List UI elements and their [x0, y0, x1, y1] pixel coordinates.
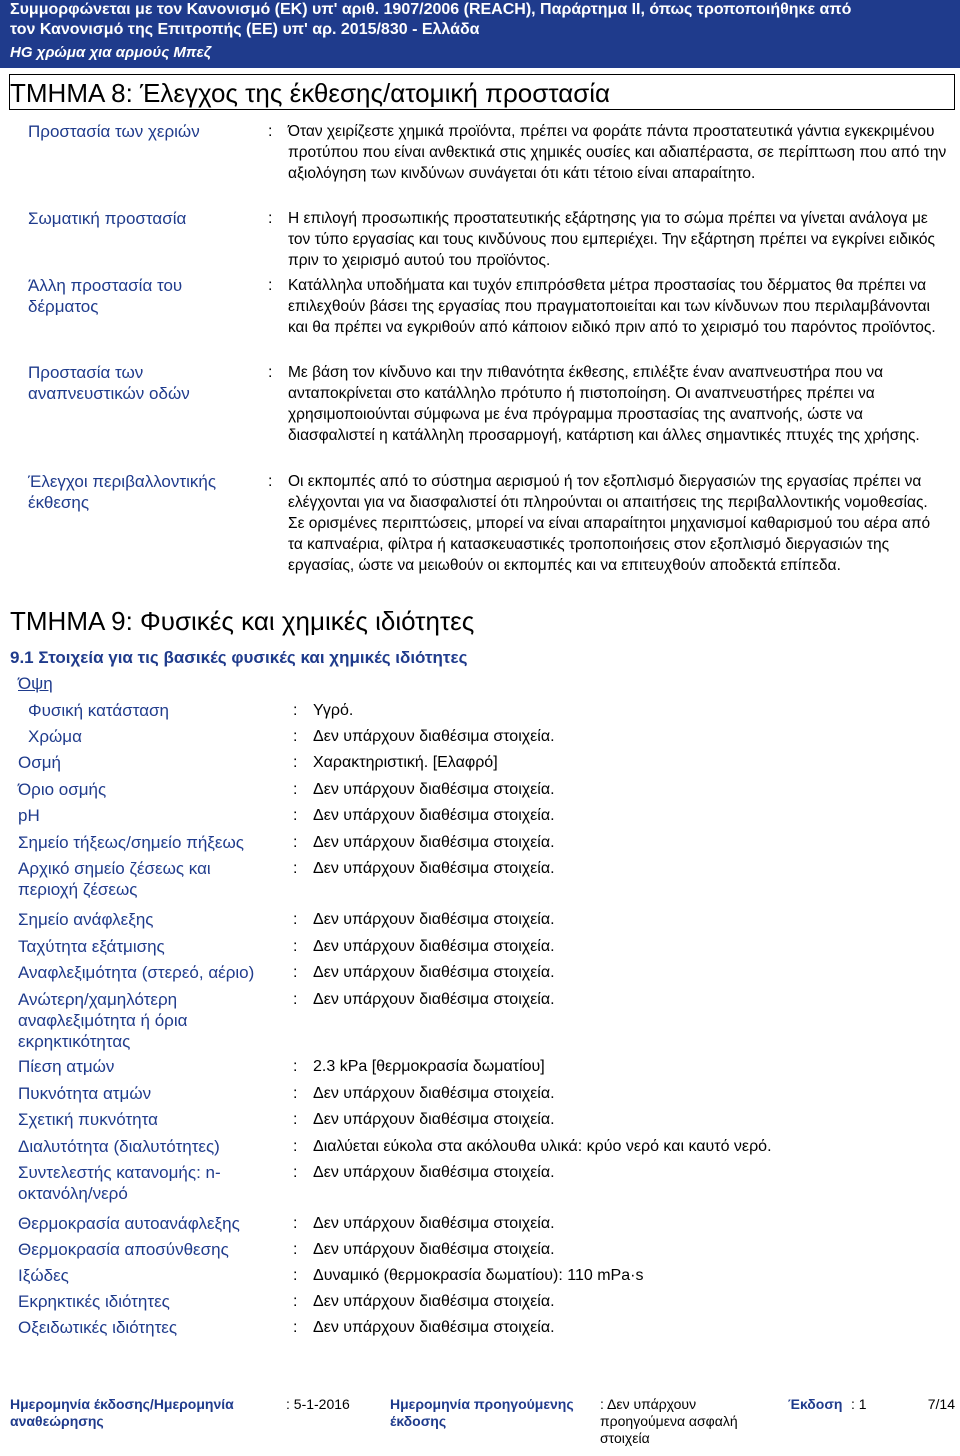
- property-value: Δεν υπάρχουν διαθέσιμα στοιχεία.: [313, 1319, 555, 1336]
- colon: :: [293, 911, 298, 928]
- version-value: : 1: [851, 1396, 867, 1412]
- product-name: HG χρώμα χια αρμούς Μπεζ: [10, 44, 212, 61]
- issue-date-value: : 5-1-2016: [286, 1396, 350, 1412]
- colon: :: [293, 1111, 298, 1128]
- property-label: Ιξώδες: [18, 1266, 69, 1285]
- property-label: Πίεση ατμών: [18, 1057, 115, 1076]
- page-number: 7/14: [927, 1396, 955, 1412]
- regulation-line-1: Συμμορφώνεται με τον Κανονισμό (ΕΚ) υπ' αριθ. 1907/2006 (REACH), Παράρτημα II, όπως τροποποιήθηκε από: [10, 1, 852, 18]
- property-label: Διαλυτότητα (διαλυτότητες): [18, 1137, 220, 1156]
- colon: :: [293, 1319, 298, 1336]
- property-label: Εκρηκτικές ιδιότητες: [18, 1292, 170, 1311]
- previous-issue-label: Ημερομηνία προηγούμενης έκδοσης: [390, 1396, 574, 1429]
- property-value: Υγρό.: [313, 702, 354, 719]
- colon: :: [293, 1164, 298, 1181]
- field-label: Προστασία των χεριών: [28, 122, 200, 141]
- property-value: Δεν υπάρχουν διαθέσιμα στοιχεία.: [313, 1241, 555, 1258]
- property-value: Δεν υπάρχουν διαθέσιμα στοιχεία.: [313, 911, 555, 928]
- field-value: Όταν χειρίζεστε χημικά προϊόντα, πρέπει να φοράτε πάντα προστατευτικά γάντια εγκεκριμένου προτύπου που είναι ανθεκτικά στις χημικές ουσίες και αδιαπέραστα, σε περίπτωση που από την αξιολόγηση των κινδύνων συνάγεται ότι κάτι τέτοιο είναι απαραίτητο.: [288, 123, 947, 182]
- property-label: Θερμοκρασία αποσύνθεσης: [18, 1240, 229, 1259]
- property-value: Δεν υπάρχουν διαθέσιμα στοιχεία.: [313, 728, 555, 745]
- colon: :: [268, 277, 273, 294]
- colon: :: [293, 860, 298, 877]
- colon: :: [293, 1215, 298, 1232]
- property-value: Διαλύεται εύκολα στα ακόλουθα υλικά: κρύο νερό και καυτό νερό.: [313, 1138, 772, 1155]
- property-value: Δεν υπάρχουν διαθέσιμα στοιχεία.: [313, 991, 555, 1008]
- colon: :: [293, 754, 298, 771]
- colon: :: [293, 1085, 298, 1102]
- property-value: Δεν υπάρχουν διαθέσιμα στοιχεία.: [313, 1293, 555, 1310]
- property-value: Δεν υπάρχουν διαθέσιμα στοιχεία.: [313, 834, 555, 851]
- property-label: Συντελεστής κατανομής: n-οκτανόλη/νερό: [18, 1163, 221, 1203]
- property-value: Δεν υπάρχουν διαθέσιμα στοιχεία.: [313, 938, 555, 955]
- colon: :: [293, 702, 298, 719]
- property-label: Αναφλεξιμότητα (στερεό, αέριο): [18, 963, 255, 982]
- property-label: Σημείο ανάφλεξης: [18, 910, 154, 929]
- field-value: Η επιλογή προσωπικής προστατευτικής εξάρτησης για το σώμα πρέπει να γίνεται ανάλογα με τον τύπο εργασίας και τους κινδύνους που εμπεριέχει. Την εξάρτηση πρέπει να εγκρίνει ειδικός πριν το χειρισμό αυτού του προϊόντος.: [288, 210, 935, 269]
- colon: :: [268, 123, 273, 140]
- property-label: Πυκνότητα ατμών: [18, 1084, 152, 1103]
- property-value: Χαρακτηριστική. [Ελαφρό]: [313, 754, 498, 771]
- property-label: Χρώμα: [28, 727, 82, 746]
- field-label: Άλλη προστασία του δέρματος: [28, 276, 183, 316]
- field-value: Με βάση τον κίνδυνο και την πιθανότητα έκθεσης, επιλέξτε έναν αναπνευστήρα που να ανταποκρίνεται στο κατάλληλο πρότυπο ή πιστοποίηση. Οι αναπνευστήρες πρέπει να χρησιμοποιούνται σύμφωνα με ένα πρόγραμμα προστασίας της αναπνοής, ώστε να διασφαλιστεί η κατάλληλη προσαρμογή, κατάρτιση και άλλες σημαντικές πτυχές της χρήσης.: [288, 364, 920, 444]
- property-label: Οξειδωτικές ιδιότητες: [18, 1318, 178, 1337]
- colon: :: [293, 964, 298, 981]
- property-value: Δυναμικό (θερμοκρασία δωματίου): 110 mPa·s: [313, 1267, 644, 1284]
- colon: :: [293, 807, 298, 824]
- property-label: Θερμοκρασία αυτοανάφλεξης: [18, 1214, 240, 1233]
- colon: :: [293, 938, 298, 955]
- property-label: Σχετική πυκνότητα: [18, 1110, 158, 1129]
- colon: :: [293, 1138, 298, 1155]
- section-9-title: ΤΜΗΜΑ 9: Φυσικές και χημικές ιδιότητες: [10, 606, 475, 636]
- property-value: Δεν υπάρχουν διαθέσιμα στοιχεία.: [313, 807, 555, 824]
- property-label: pH: [18, 806, 40, 825]
- colon: :: [293, 991, 298, 1008]
- property-label: Οσμή: [18, 753, 61, 772]
- colon: :: [293, 781, 298, 798]
- colon: :: [293, 1241, 298, 1258]
- previous-issue-value: : Δεν υπάρχουν προηγούμενα ασφαλή στοιχεία: [600, 1396, 738, 1446]
- document-footer: [0, 1396, 960, 1456]
- colon: :: [293, 1267, 298, 1284]
- property-value: Δεν υπάρχουν διαθέσιμα στοιχεία.: [313, 860, 555, 877]
- field-label: Σωματική προστασία: [28, 209, 187, 228]
- colon: :: [268, 210, 273, 227]
- version-label: Έκδοση: [788, 1396, 843, 1412]
- regulation-line-2: τον Κανονισμό της Επιτροπής (ΕΕ) υπ' αρ. 2015/830 - Ελλάδα: [10, 21, 480, 38]
- colon: :: [293, 728, 298, 745]
- colon: :: [293, 834, 298, 851]
- property-label: Όριο οσμής: [18, 780, 107, 799]
- colon: :: [268, 473, 273, 490]
- document-header: [0, 0, 960, 68]
- property-value: 2.3 kPa [θερμοκρασία δωματίου]: [313, 1058, 545, 1075]
- property-label: Αρχικό σημείο ζέσεως και περιοχή ζέσεως: [18, 859, 211, 899]
- property-value: Δεν υπάρχουν διαθέσιμα στοιχεία.: [313, 964, 555, 981]
- section-8-title: ΤΜΗΜΑ 8: Έλεγχος της έκθεσης/ατομική προστασία: [10, 78, 611, 108]
- colon: :: [268, 364, 273, 381]
- property-value: Δεν υπάρχουν διαθέσιμα στοιχεία.: [313, 1111, 555, 1128]
- subsection-9-1-title: 9.1 Στοιχεία για τις βασικές φυσικές και χημικές ιδιότητες: [10, 648, 468, 667]
- property-label: Ανώτερη/χαμηλότερη αναφλεξιμότητα ή όρια εκρηκτικότητας: [18, 990, 188, 1051]
- issue-date-label: Ημερομηνία έκδοσης/Ημερομηνία αναθεώρησης: [10, 1396, 234, 1429]
- property-value: Δεν υπάρχουν διαθέσιμα στοιχεία.: [313, 1215, 555, 1232]
- field-label: Έλεγχοι περιβαλλοντικής έκθεσης: [28, 472, 217, 512]
- property-label: Ταχύτητα εξάτμισης: [18, 937, 165, 956]
- field-value: Οι εκπομπές από το σύστημα αερισμού ή τον εξοπλισμό διεργασιών της εργασίας πρέπει να ελέγχονται για να διασφαλιστεί ότι πληρούνται οι απαιτήσεις της περιβαλλοντικής νομοθεσίας. Σε ορισμένες περιπτώσεις, μπορεί να είναι απαραίτητοι μηχανισμοί καθαρισμού του αέρα από τα καπναέρια, φίλτρα ή κατασκευαστικές τροποποιήσεις στον εξοπλισμό διεργασιών της εργασίας, ώστε να μειωθούν οι εκπομπές και να επιτευχθούν αποδεκτά επίπεδα.: [288, 473, 931, 574]
- property-label: Φυσική κατάσταση: [28, 701, 169, 720]
- field-value: Κατάλληλα υποδήματα και τυχόν επιπρόσθετα μέτρα προστασίας του δέρματος θα πρέπει να επιλεχθούν βάσει της εργασίας που πραγματοποιείται και των κίνδυνων που περιλαμβάνονται και θα πρέπει να εγκριθούν από κάποιον ειδικό πριν από το χειρισμό του παρόντος προϊόντος.: [288, 277, 936, 336]
- property-value: Δεν υπάρχουν διαθέσιμα στοιχεία.: [313, 1085, 555, 1102]
- colon: :: [293, 1058, 298, 1075]
- field-label: Προστασία των αναπνευστικών οδών: [28, 363, 190, 403]
- colon: :: [293, 1293, 298, 1310]
- appearance-heading: Όψη: [18, 674, 53, 693]
- property-value: Δεν υπάρχουν διαθέσιμα στοιχεία.: [313, 1164, 555, 1181]
- property-label: Σημείο τήξεως/σημείο πήξεως: [18, 833, 244, 852]
- property-value: Δεν υπάρχουν διαθέσιμα στοιχεία.: [313, 781, 555, 798]
